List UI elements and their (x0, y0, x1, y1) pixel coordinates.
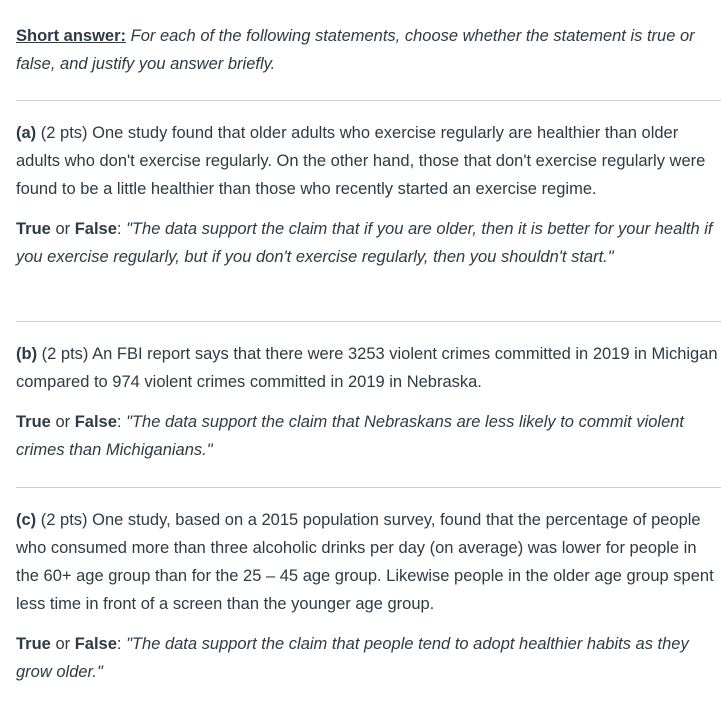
question-text (16, 119, 721, 203)
true-label: True (16, 413, 51, 431)
false-label: False (74, 635, 117, 653)
question-label: (b) (16, 345, 38, 363)
question-statement (16, 408, 721, 464)
question-statement (16, 215, 721, 271)
question-b (16, 340, 721, 464)
divider (16, 487, 721, 488)
question-body: One study, based on a 2015 population survey, found that the percentage of people who consumed more than three alcoholic drinks per day (on average) was lower for people in the 60+ age group than for the 25 – 45 age group. Likewise people in the older age group spent less time in front of a screen than the younger age group. (16, 511, 714, 613)
question-points: (2 pts) (36, 124, 93, 142)
question-points: (2 pts) (36, 511, 93, 529)
or-text: or (50, 635, 75, 653)
or-text: or (50, 413, 75, 431)
question-c (16, 506, 721, 686)
intro-heading: Short answer: (16, 27, 127, 45)
statement-quote: "The data support the claim that Nebraskans are less likely to commit violent crimes than Michiganians." (16, 413, 685, 459)
question-a (16, 119, 721, 271)
question-label: (c) (16, 511, 37, 529)
question-body: An FBI report says that there were 3253 violent crimes committed in 2019 in Michigan compared to 974 violent crimes committed in 2019 in Nebraska. (16, 345, 718, 391)
statement-quote: "The data support the claim that people tend to adopt healthier habits as they grow older." (16, 635, 689, 681)
question-label: (a) (16, 124, 37, 142)
question-text (16, 506, 721, 618)
colon: : (116, 413, 127, 431)
question-text (16, 340, 721, 396)
colon: : (116, 220, 127, 238)
statement-quote: "The data support the claim that if you are older, then it is better for your health if you exercise regularly, but if you don't exercise regularly, then you shouldn't start." (16, 220, 713, 266)
question-statement (16, 630, 721, 686)
intro-paragraph (16, 22, 721, 78)
divider (16, 100, 721, 101)
true-label: True (16, 635, 51, 653)
question-body: One study found that older adults who exercise regularly are healthier than older adults who don't exercise regularly. On the other hand, those that don't exercise regularly were found to be a little healthier than those who recently started an exercise regime. (16, 124, 706, 198)
colon: : (116, 635, 127, 653)
true-label: True (16, 220, 51, 238)
question-points: (2 pts) (37, 345, 93, 363)
divider (16, 321, 721, 322)
false-label: False (74, 220, 117, 238)
or-text: or (50, 220, 75, 238)
intro-instructions: For each of the following statements, choose whether the statement is true or false, and justify you answer briefly. (16, 27, 695, 73)
false-label: False (74, 413, 117, 431)
